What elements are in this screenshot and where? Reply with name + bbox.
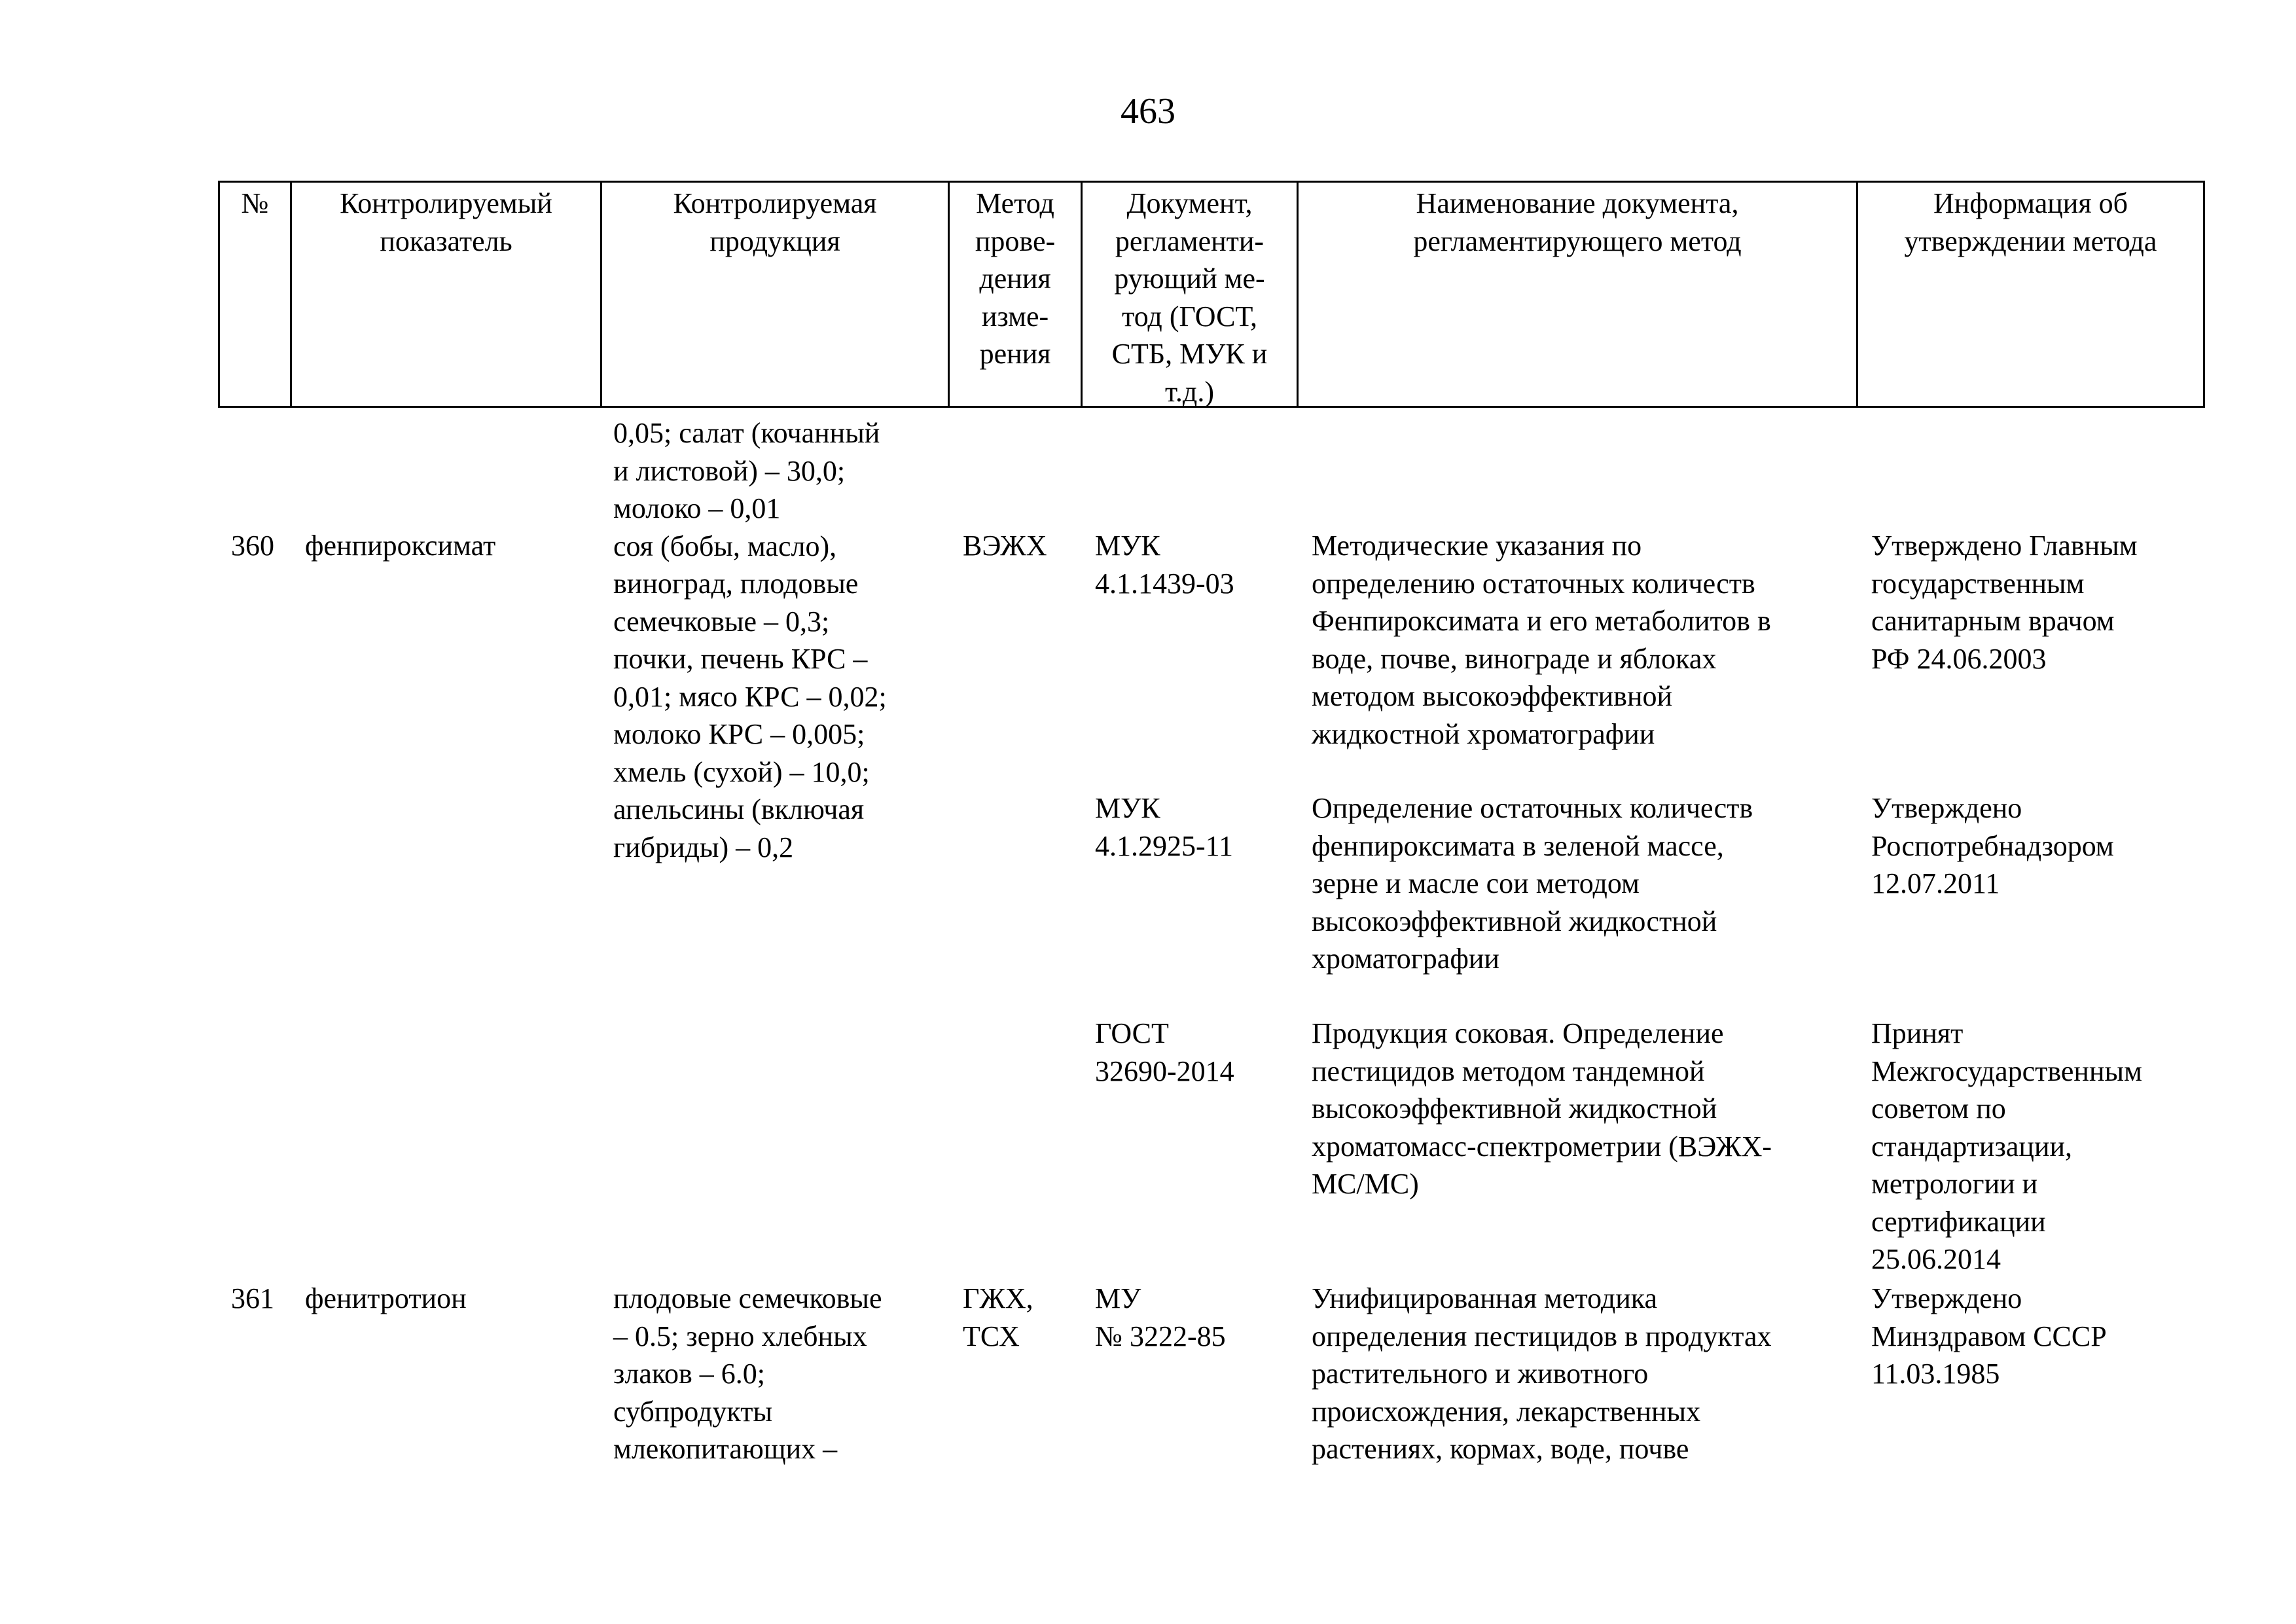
doc-name: Определение остаточных количеств фенпироксимата в зеленой массе, зерне и масле сои методом высокоэффективной жидкостной хроматографии <box>1312 792 1753 975</box>
row-number: 360 <box>231 530 274 562</box>
row-products: плодовые семечковые – 0.5; зерно хлебных злаков – 6.0; субпродукты млекопитающих – <box>613 1282 882 1465</box>
doc-approval: Утверждено Роспотребнадзором 12.07.2011 <box>1871 792 2114 899</box>
header-cell-document: Документ, регламенти- рующий ме- тод (ГОСТ, СТБ, МУК и т.д.) <box>1111 187 1268 408</box>
header-cell-document-name: Наименование документа, регламентирующего метод <box>1413 187 1742 257</box>
row-products: 0,05; салат (кочанный и листовой) – 30,0; молоко – 0,01 соя (бобы, масло), виноград, плодовые семечковые – 0,3; почки, печень КРС – 0,01; мясо КРС – 0,02; молоко КРС – 0,005; хмель (сухой) – 10,0; апельсины (включая гибриды) – 0,2 <box>613 417 887 863</box>
doc-name: Методические указания по определению остаточных количеств Фенпироксимата и его метаболитов в воде, почве, винограде и яблоках методом высокоэффективной жидкостной хроматографии <box>1312 530 1771 750</box>
header-cell-products: Контролируемая продукция <box>673 187 877 257</box>
row-indicator: фенитротион <box>305 1282 467 1314</box>
doc-code: МУК 4.1.1439-03 <box>1095 530 1234 600</box>
doc-approval: Утверждено Главным государственным санитарным врачом РФ 24.06.2003 <box>1871 530 2138 675</box>
doc-code: МУК 4.1.2925-11 <box>1095 792 1234 862</box>
header-cell-method: Метод прове- дения изме- рения <box>975 187 1056 370</box>
doc-name: Продукция соковая. Определение пестицидов методом тандемной высокоэффективной жидкостной хроматомасс-спектрометрии (ВЭЖХ- МС/МС) <box>1312 1017 1772 1200</box>
doc-approval: Принят Межгосударственным советом по стандартизации, метрологии и сертификации 25.06.2014 <box>1871 1017 2142 1275</box>
page-number: 463 <box>1121 91 1175 132</box>
doc-code: МУ № 3222-85 <box>1095 1282 1226 1352</box>
doc-code: ГОСТ 32690-2014 <box>1095 1017 1234 1087</box>
row-method: ГЖХ, ТСХ <box>963 1282 1033 1352</box>
header-cell-approval-info: Информация об утверждении метода <box>1904 187 2157 257</box>
row-method: ВЭЖХ <box>963 530 1047 562</box>
header-cell-number: № <box>241 187 269 219</box>
header-cell-indicator: Контролируемый показатель <box>340 187 552 257</box>
row-number: 361 <box>231 1282 274 1314</box>
doc-approval: Утверждено Минздравом СССР 11.03.1985 <box>1871 1282 2107 1390</box>
doc-name: Унифицированная методика определения пестицидов в продуктах растительного и животного происхождения, лекарственных растениях, кормах, воде, почве <box>1312 1282 1772 1465</box>
row-indicator: фенпироксимат <box>305 530 496 562</box>
